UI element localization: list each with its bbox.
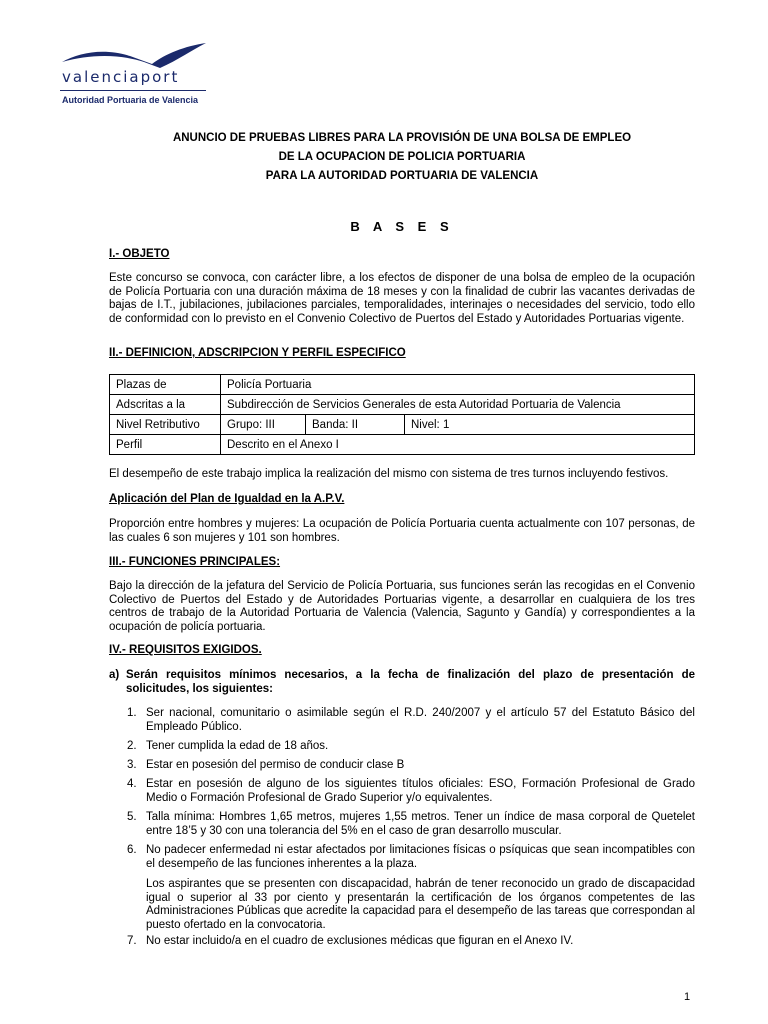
list-item xyxy=(127,935,695,949)
list-item-text: Los aspirantes que se presenten con discapacidad, habrán de tener reconocido un grado de discapacidad igual o superior al 33 por ciento y presentarán la certificación de los órganos competentes de las Administraciones Públicas que acredite la capacidad para el desempeño de las tareas que correspondan al puesto ofertado en la convocatoria. xyxy=(146,878,695,931)
list-item-continuation xyxy=(127,878,695,932)
list-item-text: Estar en posesión de alguno de los siguientes títulos oficiales: ESO, Formación Profesional de Grado Medio o Formación Profesional de Grado Superior y/o equivalentes. xyxy=(146,778,695,804)
requisitos-a-text: Serán requisitos mínimos necesarios, a la fecha de finalización del plazo de presentación de solicitudes, los siguientes: xyxy=(126,669,695,695)
list-item-number: 1. xyxy=(127,707,137,719)
igualdad-title: Aplicación del Plan de Igualdad en la A.P.V. xyxy=(109,493,345,505)
logo-wave-icon xyxy=(60,40,210,70)
section-definicion-title: II.- DEFINICION, ADSCRIPCION Y PERFIL ESPECIFICO xyxy=(109,347,406,359)
list-item xyxy=(127,778,695,805)
list-item xyxy=(127,759,695,773)
nivel-cell: Nivel: 1 xyxy=(405,415,695,435)
list-item-number: 3. xyxy=(127,759,137,771)
title-line-3: PARA LA AUTORIDAD PORTUARIA DE VALENCIA xyxy=(265,170,539,182)
requisitos-a xyxy=(109,669,695,696)
list-item-text: Tener cumplida la edad de 18 años. xyxy=(146,740,329,752)
logo-brand: valenciaport xyxy=(62,68,180,86)
requisitos-a-marker: a) xyxy=(109,669,120,681)
list-item-number: 5. xyxy=(127,811,137,823)
list-item-text: Estar en posesión del permiso de conducir clase B xyxy=(146,759,405,771)
table-value: Descrito en el Anexo I xyxy=(221,435,695,455)
section-funciones-text: Bajo la dirección de la jefatura del Servicio de Policía Portuaria, sus funciones serán las recogidas en el Convenio Colectivo de Puertos del Estado y de Autoridades Portuarias vigente, a desarrollar en cualquiera de los tres centros de trabajo de la Autoridad Portuaria de Valencia (Valencia, Sagunto y Gandía) y correspondientes a la ocupación de policía portuaria. xyxy=(109,580,695,633)
title-line-2: DE LA OCUPACION DE POLICIA PORTUARIA xyxy=(278,151,526,163)
table-label: Adscritas a la xyxy=(110,395,221,415)
list-item-text: Talla mínima: Hombres 1,65 metros, mujeres 1,55 metros. Tener un índice de masa corporal de Quetelet entre 18’5 y 30 con una tolerancia del 5% en el caso de gran desarrollo muscular. xyxy=(146,811,695,837)
list-item xyxy=(127,844,695,871)
list-item-text: Ser nacional, comunitario o asimilable según el R.D. 240/2007 y el artículo 57 del Estatuto Básico del Empleado Público. xyxy=(146,707,695,733)
table-label: Perfil xyxy=(110,435,221,455)
section-requisitos-title: IV.- REQUISITOS EXIGIDOS. xyxy=(109,644,262,656)
title-line-1: ANUNCIO DE PRUEBAS LIBRES PARA LA PROVISIÓN DE UNA BOLSA DE EMPLEO xyxy=(172,132,632,144)
turnos-text: El desempeño de este trabajo implica la realización del mismo con sistema de tres turnos incluyendo festivos. xyxy=(109,468,669,480)
list-item xyxy=(127,811,695,838)
bases-heading: B A S E S xyxy=(350,219,454,234)
section-objeto-text: Este concurso se convoca, con carácter libre, a los efectos de disponer de una bolsa de empleo de la ocupación de Policía Portuaria con una duración máxima de 18 meses y con la finalidad de cubrir las vacantes derivadas de bajas de I.T., jubilaciones, jubilaciones parciales, temporalidades, interinajes o necesidades del servicio, todo ello de conformidad con lo previsto en el Convenio Colectivo de Puertos del Estado y Autoridades Portuarias vigente. xyxy=(109,272,695,325)
list-item-text: No estar incluido/a en el cuadro de exclusiones médicas que figuran en el Anexo IV. xyxy=(146,935,574,947)
section-funciones-title: III.- FUNCIONES PRINCIPALES: xyxy=(109,556,281,568)
list-item-number: 7. xyxy=(127,935,137,947)
page-number: 1 xyxy=(684,991,691,1003)
table-label: Plazas de xyxy=(110,375,221,395)
list-item-number: 2. xyxy=(127,740,137,752)
table-row xyxy=(110,375,695,395)
table-value: Policía Portuaria xyxy=(221,375,695,395)
list-item-number: 4. xyxy=(127,778,137,790)
table-label: Nivel Retributivo xyxy=(110,415,221,435)
list-item-number: 6. xyxy=(127,844,137,856)
logo-subtitle: Autoridad Portuaria de Valencia xyxy=(62,95,199,105)
section-objeto-title: I.- OBJETO xyxy=(109,248,170,260)
banda-cell: Banda: II xyxy=(306,415,405,435)
list-item xyxy=(127,740,695,754)
table-row xyxy=(110,415,695,435)
valenciaport-logo xyxy=(60,40,210,112)
logo-divider xyxy=(60,90,206,91)
table-value: Subdirección de Servicios Generales de esta Autoridad Portuaria de Valencia xyxy=(221,395,695,415)
table-row xyxy=(110,395,695,415)
list-item-text: No padecer enfermedad ni estar afectados por limitaciones físicas o psíquicas que sean incompatibles con el desempeño de las funciones inherentes a la plaza. xyxy=(146,844,695,870)
definition-table xyxy=(109,374,695,455)
table-row xyxy=(110,435,695,455)
igualdad-text: Proporción entre hombres y mujeres: La ocupación de Policía Portuaria cuenta actualmente con 107 personas, de las cuales 6 son mujeres y 101 son hombres. xyxy=(109,518,695,544)
grupo-cell: Grupo: III xyxy=(221,415,306,435)
list-item xyxy=(127,707,695,734)
